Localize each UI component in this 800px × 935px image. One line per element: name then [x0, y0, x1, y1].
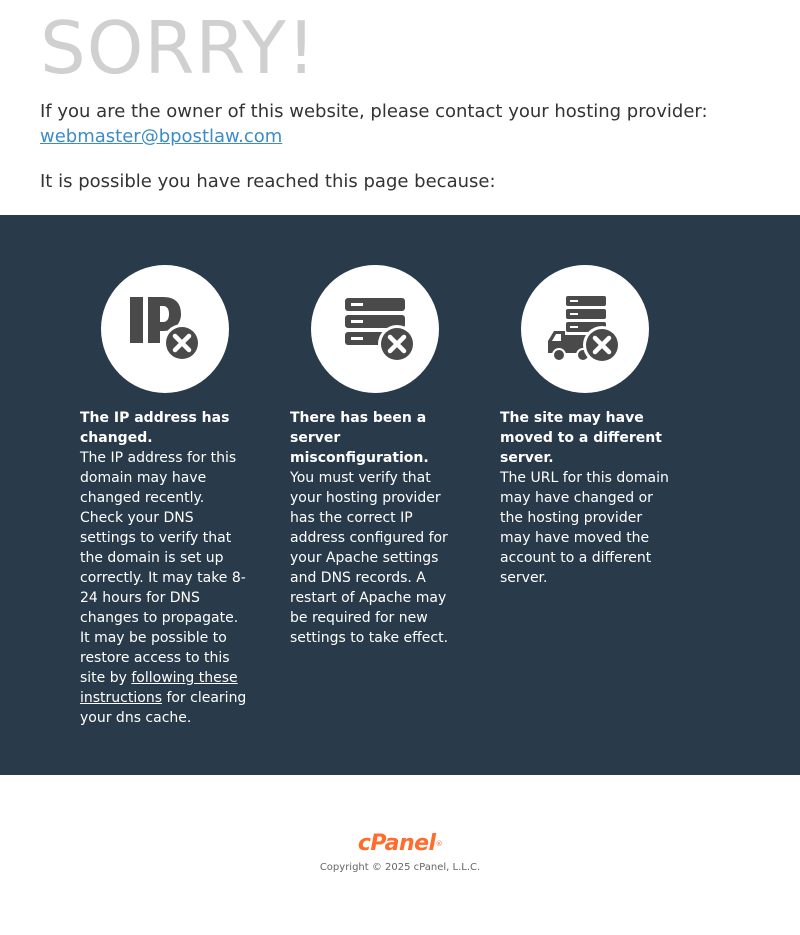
reason-text [290, 408, 460, 648]
owner-text: If you are the owner of this website, please contact your hosting provider: [40, 101, 708, 122]
reason-text [500, 408, 670, 588]
dns-instructions-link[interactable]: following these instructions [80, 670, 238, 706]
server-error-icon [311, 265, 439, 393]
reason-body: The IP address for this domain may have changed recently. Check your DNS settings to verify that the domain is set up correctly. It may take 8-24 hours for DNS changes to propagate. It may be possible to restore access to this site by [80, 450, 246, 686]
reason-body: The URL for this domain may have changed or the hosting provider may have moved the account to a different server. [500, 470, 669, 586]
copyright-text: Copyright © 2025 cPanel, L.L.C. [319, 862, 481, 873]
reason-intro: It is possible you have reached this page because: [40, 171, 496, 192]
reason-text [80, 408, 250, 728]
reason-body: You must verify that your hosting provider has the correct IP address configured for your Apache settings and DNS records. A restart of Apache may be required for new settings to take effect. [290, 470, 449, 646]
ip-error-icon [101, 265, 229, 393]
reason-title: The IP address has changed. [80, 410, 230, 446]
reasons-panel [0, 215, 800, 775]
error-header [0, 0, 800, 215]
webmaster-email-link[interactable]: webmaster@bpostlaw.com [40, 126, 283, 147]
page-title: SORRY! [40, 6, 317, 90]
reason-title: The site may have moved to a different server. [500, 410, 662, 466]
cpanel-logo [0, 831, 800, 857]
moved-server-icon [521, 265, 649, 393]
footer [0, 775, 800, 935]
reason-body-end: for clearing your dns cache. [80, 690, 247, 726]
cpanel-logo-text: cPanel [357, 831, 436, 856]
reason-title: There has been a server misconfiguration. [290, 410, 429, 466]
owner-message [40, 99, 760, 149]
trademark-symbol: ® [435, 840, 443, 848]
